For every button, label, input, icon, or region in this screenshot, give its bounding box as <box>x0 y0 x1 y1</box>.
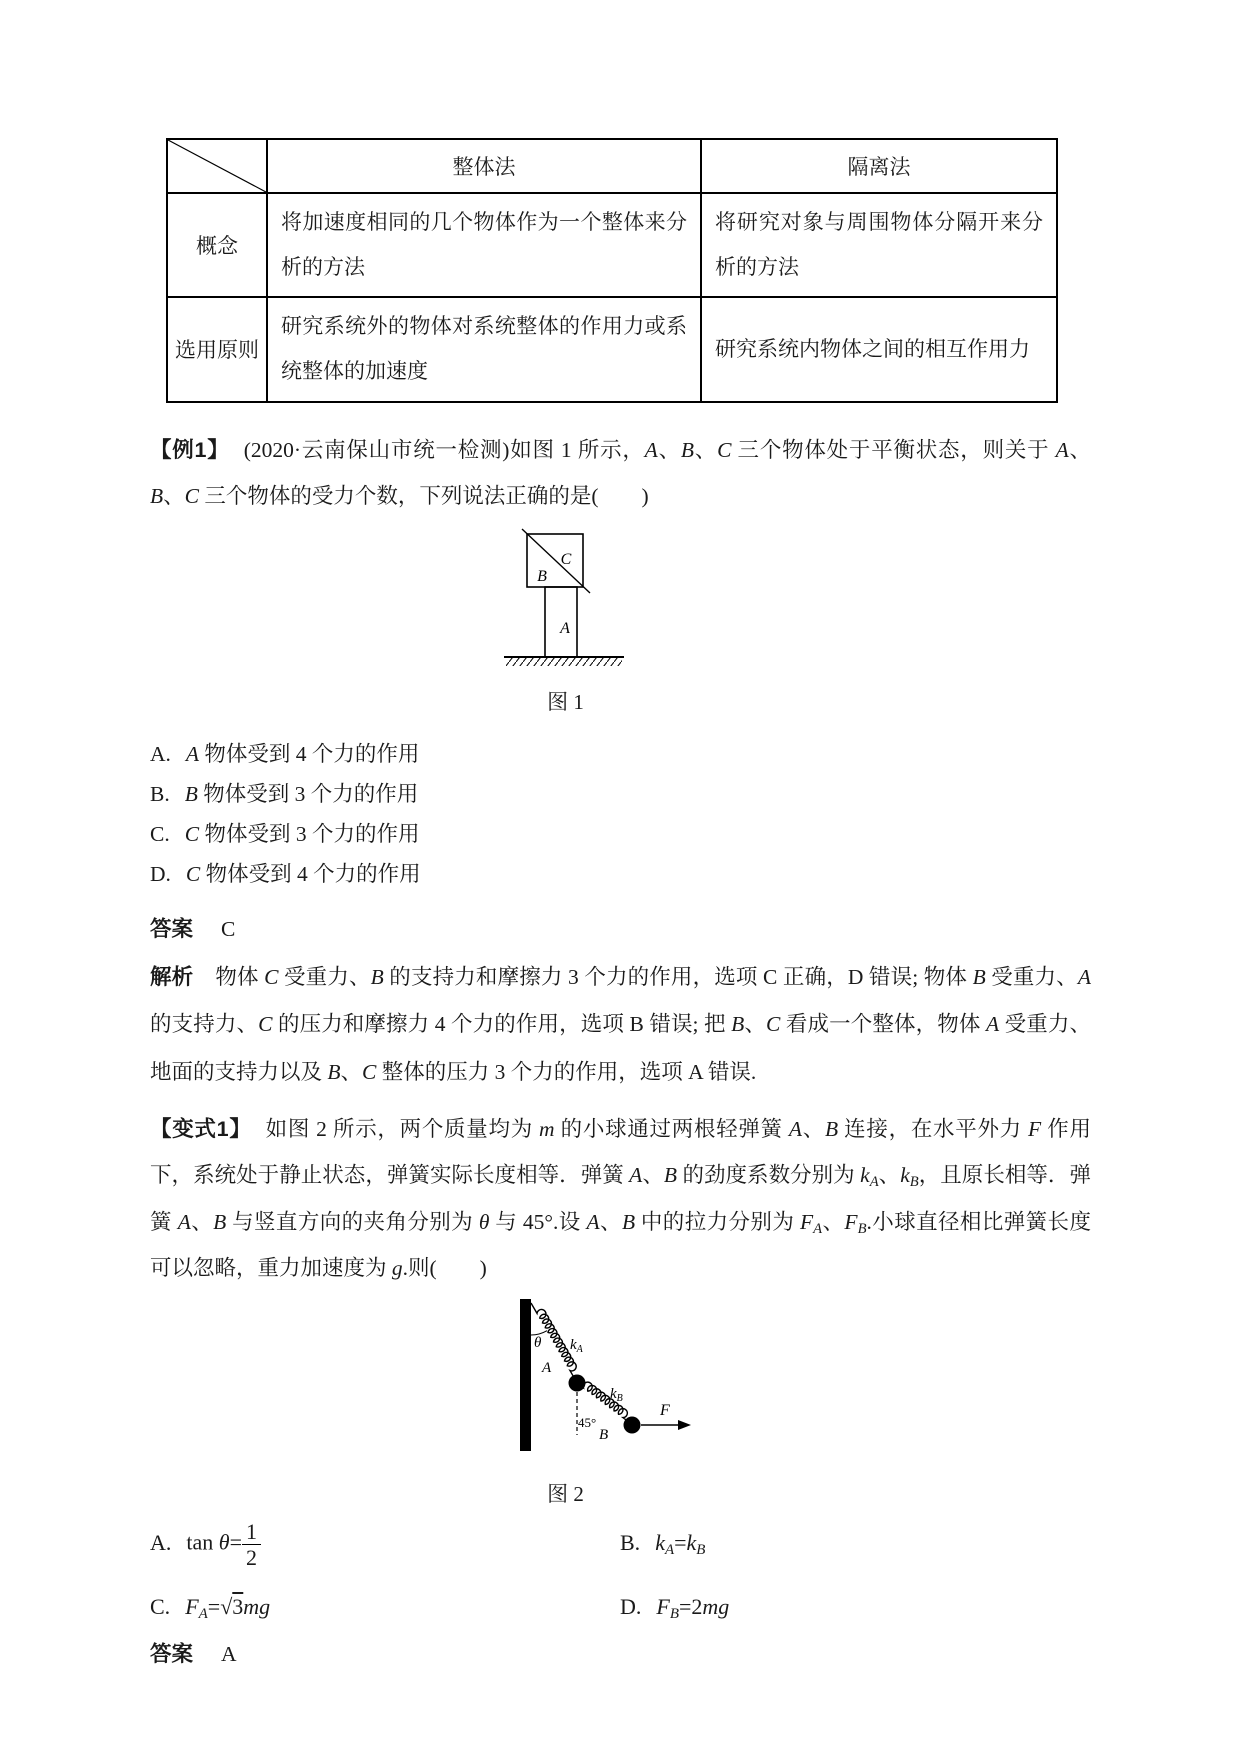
angle-45-label: 45° <box>577 1415 596 1431</box>
figure2 <box>150 1295 1091 1508</box>
spring-a-stiffness-label: $k_A$ <box>569 1337 583 1356</box>
analysis-label: 解析 <box>150 965 194 989</box>
option-formula: $F_A=√3mg$ <box>185 1593 271 1622</box>
figure2-diagram <box>432 1295 700 1461</box>
option-letter: B. <box>150 782 170 806</box>
ground-hatching <box>506 657 622 666</box>
option-letter: D. <box>150 862 171 886</box>
row-header-concept: 概念 <box>167 193 267 297</box>
option-formula: tan θ= <box>186 1530 243 1555</box>
variant1-tag: 【变式1】 <box>150 1116 252 1141</box>
variant1-answer-row <box>150 1637 1091 1671</box>
figure1 <box>150 527 1091 716</box>
option-formula: $F_B=2mg$ <box>656 1593 730 1622</box>
variant1-option-c <box>150 1594 620 1623</box>
option-letter: C. <box>150 822 170 846</box>
fraction <box>242 1520 261 1569</box>
theta-label: θ <box>533 1335 541 1352</box>
answer-label: 答案 <box>150 1641 194 1666</box>
method-comparison-table <box>166 138 1058 403</box>
figure1-diagram <box>502 527 630 669</box>
figure1-caption: 图 1 <box>547 690 584 714</box>
example1-option-a <box>150 734 1091 774</box>
variant1-question <box>150 1106 1091 1291</box>
spring-b-stiffness-label: $k_B$ <box>609 1386 623 1405</box>
option-text: C 物体受到 3 个力的作用 <box>184 822 420 846</box>
variant1-question-text: 如图 2 所示，两个质量均为 m 的小球通过两根轻弹簧 A、B 连接，在水平外力 F 作用下，系统处于静止状态，弹簧实际长度相等．弹簧 A、B 的劲度系数分别为 $k_A$、$k_B$，且原长相等．弹簧 A、B 与竖直方向的夹角分别为 θ 与 45°.设 A、B 中的拉力分别为 $F_A$、$F_B$.小球直径相比弹簧长度可以忽略，重力加速度为 g.则( ) <box>150 1116 1091 1281</box>
option-formula: $k_A=k_B$ <box>655 1530 706 1559</box>
fraction-denominator: 2 <box>246 1545 258 1571</box>
answer-label: 答案 <box>150 917 194 941</box>
option-letter: B. <box>620 1530 641 1556</box>
cell-concept-isolation: 将研究对象与周围物体分隔开来分析的方法 <box>701 193 1057 297</box>
option-text: A 物体受到 4 个力的作用 <box>185 742 420 766</box>
example1-tag: 【例1】 <box>150 437 230 462</box>
figure2-caption: 图 2 <box>547 1482 584 1507</box>
diagonal-split-line <box>522 529 590 593</box>
diagonal-divider <box>168 140 266 192</box>
label-block-a: A <box>559 620 570 637</box>
example1-option-b <box>150 774 1091 814</box>
fraction-numerator: 1 <box>242 1520 261 1545</box>
example1-question <box>150 427 1091 519</box>
cell-concept-whole: 将加速度相同的几个物体作为一个整体来分析的方法 <box>267 193 701 297</box>
figure2-drawing <box>432 1295 700 1466</box>
table-header-row <box>167 139 1057 193</box>
ball-2 <box>623 1417 640 1434</box>
col-header-whole-method: 整体法 <box>267 139 701 193</box>
example1-answer-row <box>150 912 1091 946</box>
answer-value: C <box>221 917 236 941</box>
option-letter: A. <box>150 1530 172 1555</box>
force-arrow-head <box>678 1420 691 1430</box>
figure1-drawing <box>502 527 630 674</box>
answer-value: A <box>221 1641 237 1666</box>
table-corner-cell <box>167 139 267 193</box>
variant1-options <box>150 1520 1091 1622</box>
variant1-option-a <box>150 1520 620 1569</box>
spring-a-label: A <box>541 1360 551 1377</box>
cell-principle-isolation: 研究系统内物体之间的相互作用力 <box>701 297 1057 401</box>
example1-question-text: (2020·云南保山市统一检测)如图 1 所示，A、B、C 三个物体处于平衡状态，则关于 A、B、C 三个物体的受力个数，下列说法正确的是( ) <box>150 437 1091 508</box>
table-row-concept <box>167 193 1057 297</box>
variant1-option-b <box>620 1530 1091 1559</box>
example1-options <box>150 734 1091 894</box>
option-text: C 物体受到 4 个力的作用 <box>185 862 421 886</box>
option-letter: C. <box>150 1593 171 1619</box>
option-text: B 物体受到 3 个力的作用 <box>184 782 419 806</box>
example1-option-d <box>150 854 1091 894</box>
option-letter: D. <box>620 1593 642 1619</box>
spring-b-label: B <box>598 1427 608 1444</box>
variant1-option-d <box>620 1594 1091 1623</box>
option-letter: A. <box>150 742 171 766</box>
analysis-text: 物体 C 受重力、B 的支持力和摩擦力 3 个力的作用，选项 C 正确，D 错误; 物体 B 受重力、A 的支持力、C 的压力和摩擦力 4 个力的作用，选项 B 错误; 把 B、C 看成一个整体，物体 A 受重力、地面的支持力以及 B、C 整体的压力 3 个力的作用，选项 A 错误. <box>150 965 1091 1084</box>
row-header-principle: 选用原则 <box>167 297 267 401</box>
label-block-b: B <box>536 568 547 585</box>
col-header-isolation-method: 隔离法 <box>701 139 1057 193</box>
force-label: F <box>659 1402 670 1420</box>
example1-option-c <box>150 814 1091 854</box>
label-block-c: C <box>560 551 571 568</box>
cell-principle-whole: 研究系统外的物体对系统整体的作用力或系统整体的加速度 <box>267 297 701 401</box>
wall <box>520 1299 531 1451</box>
table-row-principle <box>167 297 1057 401</box>
example1-analysis <box>150 954 1091 1096</box>
